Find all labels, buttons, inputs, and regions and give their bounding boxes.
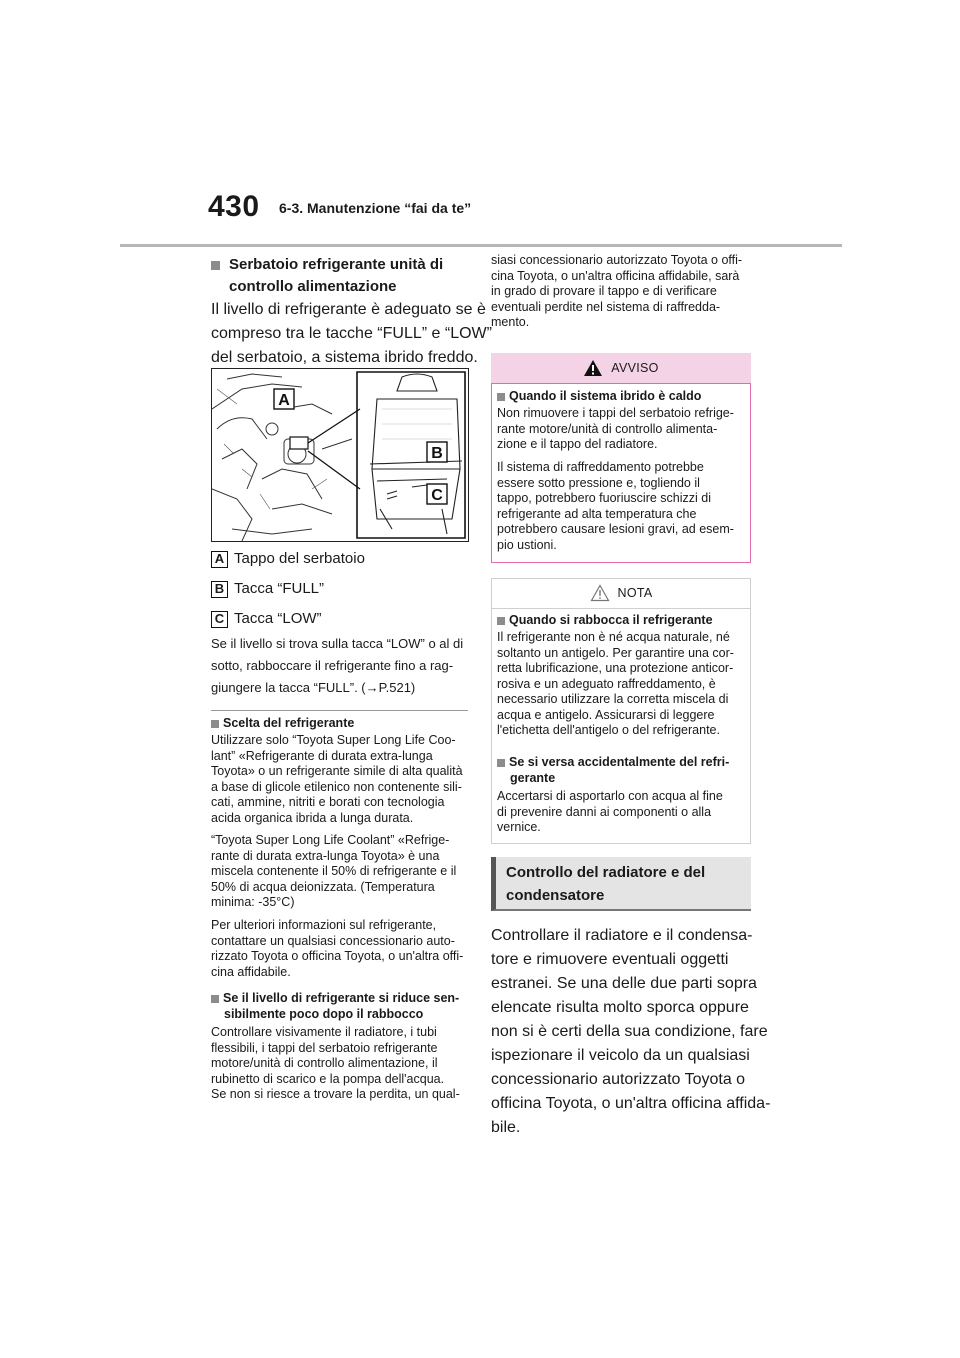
- refill-note: Se il livello si trova sulla tacca “LOW” o al di sotto, rabboccare il refrigerante fino a rag- giungere la tacca “FULL”. (→P.521): [211, 636, 464, 695]
- coolant-choice-p2: “Toyota Super Long Life Coolant” «Refrige- rante di durata extra-lunga Toyota» è una miscela contenente il 50% di refrigerante e il 50% di acqua deionizzata. (Temperatura minima: -35°C): [211, 833, 457, 909]
- figure-label-b: B: [431, 445, 443, 462]
- warning-p1: Non rimuovere i tappi del serbatoio refrige- rante motore/unità di controllo alimenta- zione e il tappo del radiatore.: [497, 406, 734, 451]
- warning-label: AVVISO: [611, 361, 659, 375]
- square-bullet-icon: [497, 393, 505, 401]
- sub-heading-level-drop: Se il livello di refrigerante si riduce sen- sibilmente poco dopo il rabbocco: [211, 991, 459, 1022]
- square-bullet-icon: [211, 995, 219, 1003]
- notice-title-1: Quando si rabbocca il refrigerante: [497, 613, 713, 629]
- continued-paragraph: siasi concessionario autorizzato Toyota o offi- cina Toyota, o un'altra officina affidabile, sarà in grado di provare il tappo e di verificare eventuali perdite nel sistema di raffredda- mento.: [491, 253, 743, 329]
- reservoir-drawing: [212, 369, 468, 541]
- warning-title: Quando il sistema ibrido è caldo: [497, 389, 701, 405]
- legend-key-c: C: [211, 611, 228, 628]
- coolant-choice-p3: Per ulteriori informazioni sul refrigerante, contattare un qualsiasi concessionario auto- rizzato Toyota o officina Toyota, o un'altra offi- cina affidabile.: [211, 918, 464, 979]
- legend-item-b: B Tacca “FULL”: [211, 579, 324, 599]
- legend-key-b: B: [211, 581, 228, 598]
- figure-label-a: A: [278, 392, 290, 409]
- square-bullet-icon: [211, 720, 219, 728]
- radiator-paragraph: Controllare il radiatore e il condensa- tore e rimuovere eventuali oggetti estranei. Se una delle due parti sopra elencate risulta molto sporca oppure non si è certi della sua condizione, fare ispezionare il veicolo da un qualsiasi concessionario autorizzato Toyota o officina Toyota, o un'altra officina affida- bile.: [491, 927, 771, 1136]
- section-banner: Controllo del radiatore e del condensatore: [491, 857, 751, 911]
- square-bullet-icon: [211, 261, 220, 270]
- legend-item-a: A Tappo del serbatoio: [211, 549, 365, 569]
- legend-item-c: C Tacca “LOW”: [211, 609, 322, 629]
- section-title: 6-3. Manutenzione “fai da te”: [279, 200, 472, 216]
- page-number: 430: [208, 190, 260, 223]
- divider: [211, 710, 468, 711]
- intro-paragraph: Il livello di refrigerante è adeguato se è compreso tra le tacche “FULL” e “LOW” del serbatoio, a sistema ibrido freddo.: [211, 301, 492, 366]
- notice-header: [491, 578, 751, 609]
- notice-title-2: Se si versa accidentalmente del refri- gerante: [497, 755, 729, 786]
- sub-heading-coolant-choice: Scelta del refrigerante: [211, 716, 354, 732]
- header-rule: [120, 244, 842, 247]
- engine-bay-illustration: [211, 368, 469, 542]
- warning-triangle-icon: [583, 359, 603, 377]
- notice-label: NOTA: [617, 586, 653, 600]
- caution-triangle-icon: [590, 584, 610, 602]
- figure-label-c: C: [431, 487, 443, 504]
- notice-p2: Accertarsi di asportarlo con acqua al fine di prevenire danni ai componenti o alla vernice.: [497, 789, 723, 834]
- coolant-choice-p1: Utilizzare solo “Toyota Super Long Life Coo- lant” «Refrigerante di durata extra-lunga Toyota» o un refrigerante simile di alta qualità a base di glicole etilenico non contenente sili- cati, ammine, nitriti e borati con tecnologia acida organica ibrida a lunga durata.: [211, 733, 463, 825]
- level-drop-p1: Controllare visivamente il radiatore, i tubi flessibili, i tappi del serbatoio refrigerante motore/unità di controllo alimentazione, il rubinetto di scarico e la pompa dell'acqua. Se non si riesce a trovare la perdita, un qual-: [211, 1025, 460, 1101]
- square-bullet-icon: [497, 617, 505, 625]
- notice-p1: Il refrigerante non è né acqua naturale, né soltanto un antigelo. Per garantire una cor- retta lubrificazione, una protezione anticor- rosiva e un adeguato raffreddamento, è necessario utilizzare la corretta miscela di acqua e antigelo. Assicurarsi di leggere l'etichetta dell'antigelo o del refrigerante.: [497, 630, 734, 737]
- square-bullet-icon: [497, 759, 505, 767]
- warning-header: [491, 353, 751, 384]
- heading-coolant-reservoir: Serbatoio refrigerante unità di controllo alimentazione: [211, 254, 443, 298]
- warning-p2: Il sistema di raffreddamento potrebbe essere sotto pressione e, togliendo il tappo, potrebbero fuoriuscire schizzi di refrigerante ad alta temperatura che potrebbero causare lesioni gravi, ad esem- pio ustioni.: [497, 460, 734, 552]
- legend-key-a: A: [211, 551, 228, 568]
